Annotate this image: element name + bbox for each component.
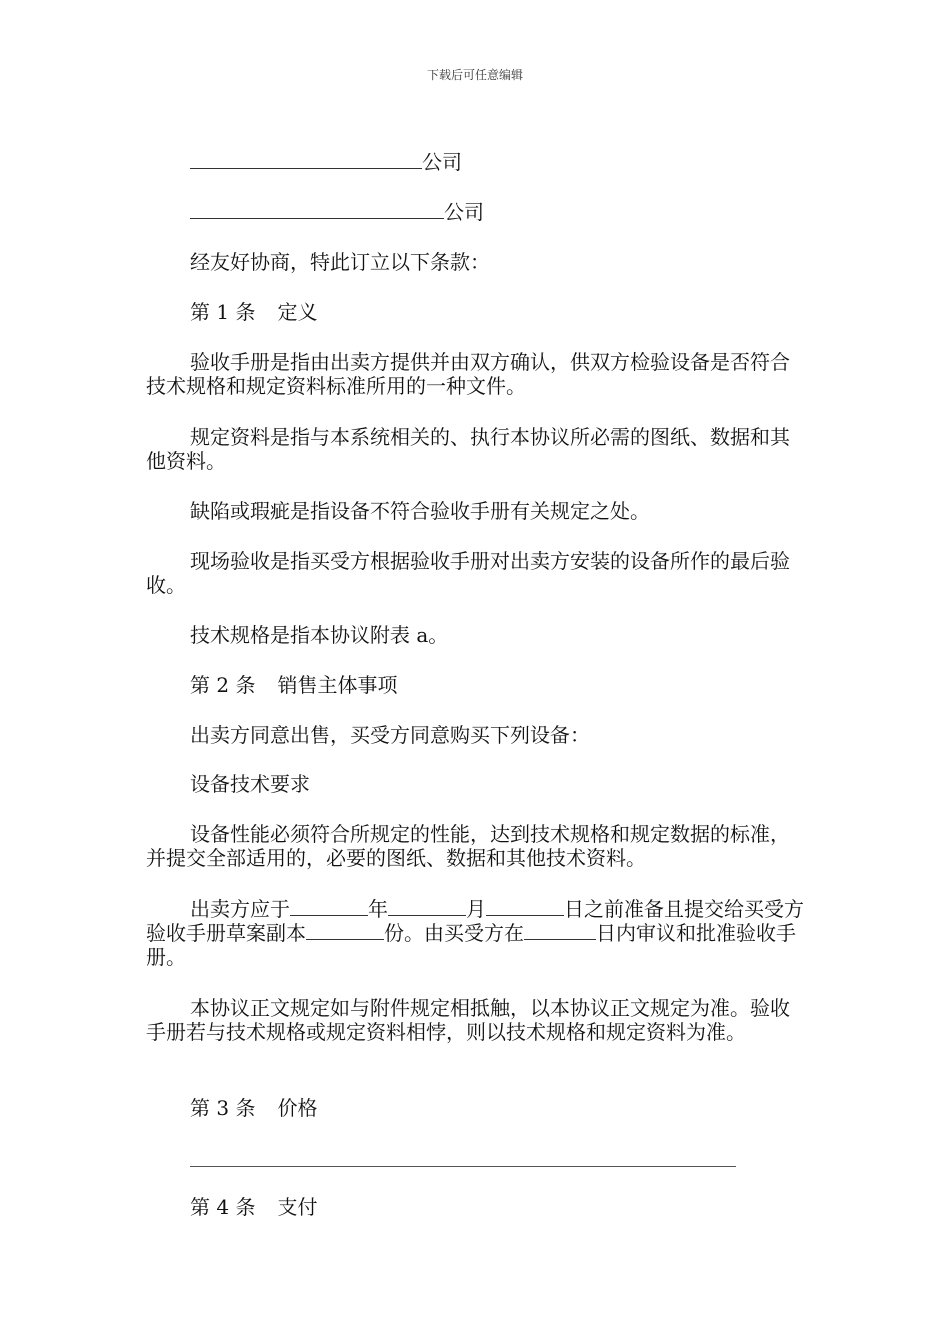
article-2-number: 第 2 条: [190, 673, 256, 697]
party-b-blank[interactable]: [190, 200, 444, 219]
article-1-heading: [190, 300, 806, 324]
definition-acceptance-manual: 验收手册是指由出卖方提供并由双方确认，供双方检验设备是否符合技术规格和规定资料标准所用的一种文件。: [146, 350, 790, 398]
party-b-suffix: 公司: [444, 200, 484, 224]
sale-statement: 出卖方同意出售，买受方同意购买下列设备：: [190, 723, 590, 747]
month-blank[interactable]: [388, 897, 466, 916]
definition-specified-materials: 规定资料是指与本系统相关的、执行本协议所必需的图纸、数据和其他资料。: [146, 425, 790, 473]
article-4-title: 支付: [277, 1195, 318, 1219]
article-4-number: 第 4 条: [190, 1195, 256, 1219]
schedule-part-4: 日之前准备且提交给买受方验收手册草案副本: [146, 897, 804, 945]
article-1-number: 第 1 条: [190, 300, 256, 324]
schedule-part-5: 份。由买受方在: [384, 921, 524, 945]
article-3-title: 价格: [277, 1096, 318, 1120]
article-2-title: 销售主体事项: [277, 673, 398, 697]
definition-defect: 缺陷或瑕疵是指设备不符合验收手册有关规定之处。: [190, 499, 650, 523]
party-b-line: [190, 200, 806, 224]
copies-blank[interactable]: [306, 921, 384, 940]
party-a-line: [190, 150, 806, 174]
requirements-text: 设备性能必须符合所规定的性能，达到技术规格和规定数据的标准，并提交全部适用的，必要的图纸、数据和其他技术资料。: [146, 822, 790, 870]
schedule-part-1: 出卖方应于: [190, 897, 290, 921]
precedence-clause: 本协议正文规定如与附件规定相抵触，以本协议正文规定为准。验收手册若与技术规格或规定资料相悖，则以技术规格和规定资料为准。: [146, 996, 790, 1044]
definition-site-acceptance: 现场验收是指买受方根据验收手册对出卖方安装的设备所作的最后验收。: [146, 549, 790, 597]
schedule-part-2: 年: [368, 897, 388, 921]
review-days-blank[interactable]: [524, 921, 596, 940]
article-3-heading: [190, 1096, 806, 1120]
schedule-paragraph: [146, 897, 806, 969]
article-4-heading: [190, 1195, 806, 1219]
day-blank[interactable]: [486, 897, 564, 916]
price-blank-line[interactable]: [190, 1166, 736, 1167]
article-1-title: 定义: [277, 300, 318, 324]
party-a-suffix: 公司: [422, 150, 462, 174]
requirements-heading: 设备技术要求: [190, 772, 310, 796]
party-a-blank[interactable]: [190, 150, 422, 169]
schedule-part-3: 月: [466, 897, 486, 921]
header-note: 下载后可任意编辑: [426, 68, 523, 82]
schedule-part-6: 日内审议和批准验收手册。: [146, 921, 796, 969]
year-blank[interactable]: [290, 897, 368, 916]
article-2-heading: [190, 673, 806, 697]
intro-text: 经友好协商，特此订立以下条款：: [190, 250, 490, 274]
definition-technical-spec: 技术规格是指本协议附表 a。: [190, 623, 449, 647]
article-3-number: 第 3 条: [190, 1096, 256, 1120]
